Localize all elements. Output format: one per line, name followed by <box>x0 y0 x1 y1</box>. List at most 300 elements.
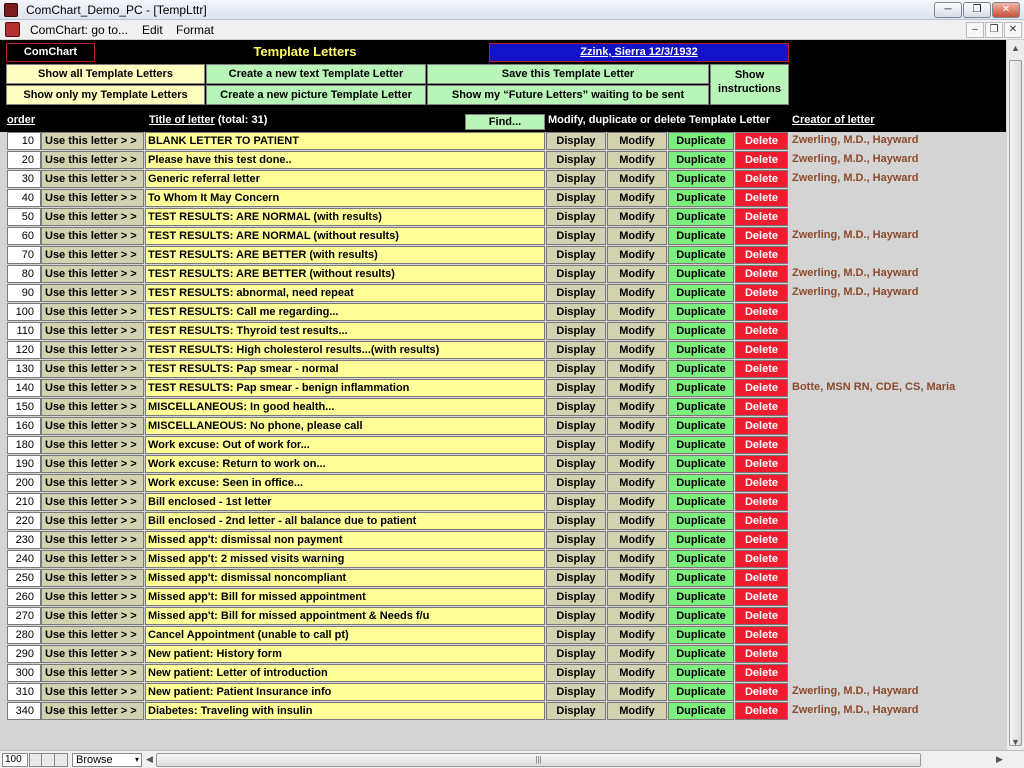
display-button[interactable]: Display <box>546 455 606 473</box>
save-letter-button[interactable]: Save this Template Letter <box>427 64 709 84</box>
duplicate-button[interactable]: Duplicate <box>668 246 734 264</box>
display-button[interactable]: Display <box>546 569 606 587</box>
display-button[interactable]: Display <box>546 607 606 625</box>
duplicate-button[interactable]: Duplicate <box>668 265 734 283</box>
use-letter-button[interactable]: Use this letter > > <box>41 379 144 397</box>
use-letter-button[interactable]: Use this letter > > <box>41 474 144 492</box>
creator-text <box>790 645 1006 663</box>
letter-title-field[interactable]: Bill enclosed - 1st letter <box>145 493 545 511</box>
duplicate-button[interactable]: Duplicate <box>668 417 734 435</box>
order-field[interactable]: 260 <box>7 588 41 606</box>
table-row <box>0 531 1006 550</box>
app-icon[interactable] <box>4 3 18 17</box>
use-letter-button[interactable]: Use this letter > > <box>41 208 144 226</box>
use-letter-button[interactable]: Use this letter > > <box>41 493 144 511</box>
patient-link[interactable]: Zzink, Sierra 12/3/1932 <box>489 43 789 62</box>
duplicate-button[interactable]: Duplicate <box>668 132 734 150</box>
duplicate-button[interactable]: Duplicate <box>668 341 734 359</box>
duplicate-button[interactable]: Duplicate <box>668 493 734 511</box>
duplicate-button[interactable]: Duplicate <box>668 284 734 302</box>
duplicate-button[interactable]: Duplicate <box>668 588 734 606</box>
display-button[interactable]: Display <box>546 360 606 378</box>
order-field[interactable]: 30 <box>7 170 41 188</box>
order-field[interactable]: 40 <box>7 189 41 207</box>
display-button[interactable]: Display <box>546 512 606 530</box>
order-field[interactable]: 70 <box>7 246 41 264</box>
close-button[interactable] <box>992 2 1020 18</box>
modify-button[interactable]: Modify <box>607 550 667 568</box>
form-header <box>0 40 1006 132</box>
modify-button[interactable]: Modify <box>607 341 667 359</box>
modify-button[interactable]: Modify <box>607 151 667 169</box>
creator-text: Zwerling, M.D., Hayward <box>792 134 919 146</box>
order-field[interactable]: 190 <box>7 455 41 473</box>
duplicate-button[interactable]: Duplicate <box>668 607 734 625</box>
delete-button[interactable]: Delete <box>735 360 788 378</box>
vertical-scroll-thumb[interactable] <box>1009 60 1022 746</box>
order-field[interactable]: 270 <box>7 607 41 625</box>
modify-button[interactable]: Modify <box>607 455 667 473</box>
use-letter-button[interactable]: Use this letter > > <box>41 702 144 720</box>
use-letter-button[interactable]: Use this letter > > <box>41 626 144 644</box>
modify-button[interactable]: Modify <box>607 531 667 549</box>
order-field[interactable]: 220 <box>7 512 41 530</box>
creator-text <box>790 550 1006 568</box>
delete-button[interactable]: Delete <box>735 303 788 321</box>
modify-button[interactable]: Modify <box>607 569 667 587</box>
display-button[interactable]: Display <box>546 493 606 511</box>
creator-text <box>790 569 1006 587</box>
duplicate-button[interactable]: Duplicate <box>668 645 734 663</box>
vertical-scrollbar[interactable] <box>1006 40 1024 750</box>
order-field[interactable]: 140 <box>7 379 41 397</box>
display-button[interactable]: Display <box>546 436 606 454</box>
duplicate-button[interactable]: Duplicate <box>668 455 734 473</box>
letter-title-field[interactable]: Cancel Appointment (unable to call pt) <box>145 626 545 644</box>
letter-title-field[interactable]: New patient: History form <box>145 645 545 663</box>
order-field[interactable]: 290 <box>7 645 41 663</box>
menu-bar <box>0 20 1024 40</box>
display-button[interactable]: Display <box>546 227 606 245</box>
use-letter-button[interactable]: Use this letter > > <box>41 322 144 340</box>
creator-text <box>790 303 1006 321</box>
table-row <box>0 417 1006 436</box>
display-button[interactable]: Display <box>546 702 606 720</box>
order-field[interactable]: 250 <box>7 569 41 587</box>
use-letter-button[interactable]: Use this letter > > <box>41 398 144 416</box>
delete-button[interactable]: Delete <box>735 322 788 340</box>
display-button[interactable]: Display <box>546 588 606 606</box>
delete-button[interactable]: Delete <box>735 189 788 207</box>
letter-title-field[interactable]: Missed app't: Bill for missed appointment & Needs f/u <box>145 607 545 625</box>
order-field[interactable]: 120 <box>7 341 41 359</box>
grip-icon: ||| <box>535 755 542 764</box>
use-letter-button[interactable]: Use this letter > > <box>41 664 144 682</box>
letter-title-field[interactable]: Work excuse: Seen in office... <box>145 474 545 492</box>
create-picture-letter-button[interactable]: Create a new picture Template Letter <box>206 85 426 105</box>
use-letter-button[interactable]: Use this letter > > <box>41 683 144 701</box>
delete-button[interactable]: Delete <box>735 607 788 625</box>
scroll-left-icon[interactable]: ◀ <box>146 754 153 764</box>
use-letter-button[interactable]: Use this letter > > <box>41 607 144 625</box>
creator-column-header[interactable]: Creator of letter <box>792 114 875 126</box>
instructions-button[interactable]: Show instructions <box>710 64 789 105</box>
order-field[interactable]: 100 <box>7 303 41 321</box>
display-button[interactable]: Display <box>546 626 606 644</box>
display-button[interactable]: Display <box>546 322 606 340</box>
delete-button[interactable]: Delete <box>735 645 788 663</box>
table-row <box>0 322 1006 341</box>
zoom-level[interactable]: 100 <box>2 753 28 767</box>
order-field[interactable]: 20 <box>7 151 41 169</box>
comchart-button[interactable]: ComChart <box>6 43 95 62</box>
duplicate-button[interactable]: Duplicate <box>668 322 734 340</box>
table-row <box>0 284 1006 303</box>
table-row <box>0 189 1006 208</box>
modify-button[interactable]: Modify <box>607 417 667 435</box>
modify-button[interactable]: Modify <box>607 607 667 625</box>
delete-button[interactable]: Delete <box>735 170 788 188</box>
use-letter-button[interactable]: Use this letter > > <box>41 265 144 283</box>
display-button[interactable]: Display <box>546 664 606 682</box>
modify-button[interactable]: Modify <box>607 265 667 283</box>
order-field[interactable]: 200 <box>7 474 41 492</box>
order-field[interactable]: 130 <box>7 360 41 378</box>
table-row <box>0 398 1006 417</box>
delete-button[interactable]: Delete <box>735 151 788 169</box>
display-button[interactable]: Display <box>546 189 606 207</box>
form-restore-button[interactable] <box>985 22 1003 38</box>
order-field[interactable]: 210 <box>7 493 41 511</box>
delete-button[interactable]: Delete <box>735 417 788 435</box>
order-field[interactable]: 240 <box>7 550 41 568</box>
order-field[interactable]: 80 <box>7 265 41 283</box>
modify-button[interactable]: Modify <box>607 208 667 226</box>
creator-text: Zwerling, M.D., Hayward <box>792 172 919 184</box>
delete-button[interactable]: Delete <box>735 569 788 587</box>
use-letter-button[interactable]: Use this letter > > <box>41 455 144 473</box>
future-letters-button[interactable]: Show my “Future Letters” waiting to be sent <box>427 85 709 105</box>
modify-button[interactable]: Modify <box>607 322 667 340</box>
order-field[interactable]: 160 <box>7 417 41 435</box>
use-letter-button[interactable]: Use this letter > > <box>41 303 144 321</box>
minimize-icon: – <box>972 24 978 35</box>
page-title: Template Letters <box>253 44 357 59</box>
duplicate-button[interactable]: Duplicate <box>668 189 734 207</box>
menu-format[interactable]: Format <box>176 23 215 37</box>
letter-title-field[interactable]: TEST RESULTS: Pap smear - benign inflammation <box>145 379 545 397</box>
menu-goto[interactable]: ComChart: go to... <box>30 23 129 37</box>
form-close-button[interactable] <box>1004 22 1022 38</box>
table-row <box>0 550 1006 569</box>
modify-button[interactable]: Modify <box>607 626 667 644</box>
display-button[interactable]: Display <box>546 265 606 283</box>
display-button[interactable]: Display <box>546 683 606 701</box>
table-row <box>0 474 1006 493</box>
display-button[interactable]: Display <box>546 151 606 169</box>
modify-button[interactable]: Modify <box>607 132 667 150</box>
letter-title-field[interactable]: TEST RESULTS: High cholesterol results...(with results) <box>145 341 545 359</box>
modify-button[interactable]: Modify <box>607 398 667 416</box>
letter-title-field[interactable]: Diabetes: Traveling with insulin <box>145 702 545 720</box>
use-letter-button[interactable]: Use this letter > > <box>41 360 144 378</box>
order-field[interactable]: 90 <box>7 284 41 302</box>
duplicate-button[interactable]: Duplicate <box>668 664 734 682</box>
delete-button[interactable]: Delete <box>735 398 788 416</box>
creator-text: Zwerling, M.D., Hayward <box>792 267 919 279</box>
show-all-button[interactable]: Show all Template Letters <box>6 64 205 84</box>
order-field[interactable]: 60 <box>7 227 41 245</box>
order-field[interactable]: 50 <box>7 208 41 226</box>
creator-text <box>790 474 1006 492</box>
display-button[interactable]: Display <box>546 246 606 264</box>
duplicate-button[interactable]: Duplicate <box>668 436 734 454</box>
delete-button[interactable]: Delete <box>735 436 788 454</box>
display-button[interactable]: Display <box>546 379 606 397</box>
delete-button[interactable]: Delete <box>735 664 788 682</box>
duplicate-button[interactable]: Duplicate <box>668 569 734 587</box>
use-letter-button[interactable]: Use this letter > > <box>41 227 144 245</box>
duplicate-button[interactable]: Duplicate <box>668 227 734 245</box>
delete-button[interactable]: Delete <box>735 379 788 397</box>
letter-title-field[interactable]: To Whom It May Concern <box>145 189 545 207</box>
create-text-letter-button[interactable]: Create a new text Template Letter <box>206 64 426 84</box>
table-row <box>0 455 1006 474</box>
order-field[interactable]: 150 <box>7 398 41 416</box>
design-view-button[interactable] <box>41 753 55 767</box>
modify-button[interactable]: Modify <box>607 284 667 302</box>
form-view-button[interactable] <box>54 753 68 767</box>
table-row <box>0 683 1006 702</box>
order-field[interactable]: 230 <box>7 531 41 549</box>
display-button[interactable]: Display <box>546 170 606 188</box>
table-row <box>0 303 1006 322</box>
letter-title-field[interactable]: TEST RESULTS: ARE BETTER (with results) <box>145 246 545 264</box>
modify-button[interactable]: Modify <box>607 436 667 454</box>
display-button[interactable]: Display <box>546 474 606 492</box>
use-letter-button[interactable]: Use this letter > > <box>41 151 144 169</box>
display-button[interactable]: Display <box>546 341 606 359</box>
delete-button[interactable]: Delete <box>735 246 788 264</box>
use-letter-button[interactable]: Use this letter > > <box>41 170 144 188</box>
letter-title-field[interactable]: MISCELLANEOUS: In good health... <box>145 398 545 416</box>
horizontal-scrollbar[interactable] <box>146 753 1008 767</box>
delete-button[interactable]: Delete <box>735 531 788 549</box>
delete-button[interactable]: Delete <box>735 702 788 720</box>
letter-title-field[interactable]: TEST RESULTS: Call me regarding... <box>145 303 545 321</box>
delete-button[interactable]: Delete <box>735 208 788 226</box>
modify-button[interactable]: Modify <box>607 189 667 207</box>
letter-title-field[interactable]: MISCELLANEOUS: No phone, please call <box>145 417 545 435</box>
modify-button[interactable]: Modify <box>607 493 667 511</box>
delete-button[interactable]: Delete <box>735 132 788 150</box>
delete-button[interactable]: Delete <box>735 455 788 473</box>
use-letter-button[interactable]: Use this letter > > <box>41 645 144 663</box>
display-button[interactable]: Display <box>546 398 606 416</box>
title-column-label[interactable]: Title of letter <box>149 114 215 126</box>
letter-title-field[interactable]: New patient: Letter of introduction <box>145 664 545 682</box>
creator-text: Botte, MSN RN, CDE, CS, Maria <box>792 381 956 393</box>
creator-text <box>790 341 1006 359</box>
delete-button[interactable]: Delete <box>735 626 788 644</box>
creator-text <box>790 398 1006 416</box>
creator-text: Zwerling, M.D., Hayward <box>792 153 919 165</box>
order-field[interactable]: 180 <box>7 436 41 454</box>
duplicate-button[interactable]: Duplicate <box>668 303 734 321</box>
duplicate-button[interactable]: Duplicate <box>668 626 734 644</box>
modify-button[interactable]: Modify <box>607 645 667 663</box>
modify-button[interactable]: Modify <box>607 664 667 682</box>
letter-title-field[interactable]: TEST RESULTS: ARE NORMAL (with results) <box>145 208 545 226</box>
duplicate-button[interactable]: Duplicate <box>668 360 734 378</box>
delete-button[interactable]: Delete <box>735 474 788 492</box>
use-letter-button[interactable]: Use this letter > > <box>41 512 144 530</box>
letter-title-field[interactable]: Missed app't: dismissal noncompliant <box>145 569 545 587</box>
creator-text <box>790 246 1006 264</box>
order-field[interactable]: 280 <box>7 626 41 644</box>
use-letter-button[interactable]: Use this letter > > <box>41 341 144 359</box>
table-row <box>0 379 1006 398</box>
modify-button[interactable]: Modify <box>607 360 667 378</box>
letter-title-field[interactable]: Generic referral letter <box>145 170 545 188</box>
delete-button[interactable]: Delete <box>735 550 788 568</box>
creator-text <box>790 417 1006 435</box>
duplicate-button[interactable]: Duplicate <box>668 170 734 188</box>
modify-button[interactable]: Modify <box>607 170 667 188</box>
duplicate-button[interactable]: Duplicate <box>668 379 734 397</box>
order-field[interactable]: 340 <box>7 702 41 720</box>
view-mode-select[interactable] <box>72 753 142 767</box>
order-field[interactable]: 300 <box>7 664 41 682</box>
status-bar <box>0 750 1024 768</box>
use-letter-button[interactable]: Use this letter > > <box>41 550 144 568</box>
use-letter-button[interactable]: Use this letter > > <box>41 531 144 549</box>
order-field[interactable]: 10 <box>7 132 41 150</box>
actions-column-header: Modify, duplicate or delete Template Letter <box>548 114 771 126</box>
letter-title-field[interactable]: Bill enclosed - 2nd letter - all balance due to patient <box>145 512 545 530</box>
letter-title-field[interactable]: New patient: Patient Insurance info <box>145 683 545 701</box>
template-letters-form <box>0 40 1006 750</box>
scroll-up-icon[interactable]: ▲ <box>1011 43 1020 53</box>
letter-title-field[interactable]: Please have this test done.. <box>145 151 545 169</box>
duplicate-button[interactable]: Duplicate <box>668 398 734 416</box>
display-button[interactable]: Display <box>546 208 606 226</box>
restore-icon: ❐ <box>989 24 999 35</box>
delete-button[interactable]: Delete <box>735 227 788 245</box>
window-titlebar <box>0 0 1024 20</box>
table-row <box>0 170 1006 189</box>
restore-button[interactable] <box>963 2 991 18</box>
display-button[interactable]: Display <box>546 417 606 435</box>
form-icon[interactable] <box>5 22 20 37</box>
letter-title-field[interactable]: Work excuse: Return to work on... <box>145 455 545 473</box>
window-title: ComChart_Demo_PC - [TempLttr] <box>26 3 207 17</box>
display-button[interactable]: Display <box>546 132 606 150</box>
table-row <box>0 588 1006 607</box>
letter-title-field[interactable]: TEST RESULTS: ARE BETTER (without results) <box>145 265 545 283</box>
creator-text: Zwerling, M.D., Hayward <box>792 704 919 716</box>
use-letter-button[interactable]: Use this letter > > <box>41 189 144 207</box>
order-column-header[interactable]: order <box>7 114 36 126</box>
use-letter-button[interactable]: Use this letter > > <box>41 284 144 302</box>
use-letter-button[interactable]: Use this letter > > <box>41 246 144 264</box>
modify-button[interactable]: Modify <box>607 588 667 606</box>
use-letter-button[interactable]: Use this letter > > <box>41 588 144 606</box>
use-letter-button[interactable]: Use this letter > > <box>41 417 144 435</box>
table-row <box>0 493 1006 512</box>
duplicate-button[interactable]: Duplicate <box>668 474 734 492</box>
modify-button[interactable]: Modify <box>607 227 667 245</box>
delete-button[interactable]: Delete <box>735 588 788 606</box>
letter-title-field[interactable]: Missed app't: Bill for missed appointment <box>145 588 545 606</box>
find-button[interactable]: Find... <box>465 114 545 130</box>
delete-button[interactable]: Delete <box>735 683 788 701</box>
duplicate-button[interactable]: Duplicate <box>668 151 734 169</box>
modify-button[interactable]: Modify <box>607 683 667 701</box>
scroll-down-icon[interactable]: ▼ <box>1011 737 1020 747</box>
display-button[interactable]: Display <box>546 303 606 321</box>
use-letter-button[interactable]: Use this letter > > <box>41 569 144 587</box>
modify-button[interactable]: Modify <box>607 379 667 397</box>
letter-title-field[interactable]: Missed app't: 2 missed visits warning <box>145 550 545 568</box>
delete-button[interactable]: Delete <box>735 512 788 530</box>
display-button[interactable]: Display <box>546 531 606 549</box>
table-row <box>0 607 1006 626</box>
letter-title-field[interactable]: Missed app't: dismissal non payment <box>145 531 545 549</box>
form-minimize-button[interactable] <box>966 22 984 38</box>
letter-title-field[interactable]: TEST RESULTS: ARE NORMAL (without results) <box>145 227 545 245</box>
menu-edit[interactable]: Edit <box>142 23 163 37</box>
delete-button[interactable]: Delete <box>735 493 788 511</box>
letter-title-field[interactable]: TEST RESULTS: abnormal, need repeat <box>145 284 545 302</box>
delete-button[interactable]: Delete <box>735 284 788 302</box>
letter-title-field[interactable]: BLANK LETTER TO PATIENT <box>145 132 545 150</box>
duplicate-button[interactable]: Duplicate <box>668 550 734 568</box>
use-letter-button[interactable]: Use this letter > > <box>41 132 144 150</box>
display-button[interactable]: Display <box>546 645 606 663</box>
display-button[interactable]: Display <box>546 550 606 568</box>
duplicate-button[interactable]: Duplicate <box>668 683 734 701</box>
modify-button[interactable]: Modify <box>607 512 667 530</box>
creator-text <box>790 588 1006 606</box>
delete-button[interactable]: Delete <box>735 265 788 283</box>
display-button[interactable]: Display <box>546 284 606 302</box>
modify-button[interactable]: Modify <box>607 246 667 264</box>
use-letter-button[interactable]: Use this letter > > <box>41 436 144 454</box>
creator-text <box>790 189 1006 207</box>
letter-title-field[interactable]: Work excuse: Out of work for... <box>145 436 545 454</box>
scroll-right-icon[interactable]: ▶ <box>996 754 1003 764</box>
minimize-button[interactable] <box>934 2 962 18</box>
creator-text <box>790 626 1006 644</box>
letter-title-field[interactable]: TEST RESULTS: Pap smear - normal <box>145 360 545 378</box>
table-row <box>0 341 1006 360</box>
horizontal-scroll-thumb[interactable] <box>156 753 921 767</box>
modify-button[interactable]: Modify <box>607 303 667 321</box>
letter-title-field[interactable]: TEST RESULTS: Thyroid test results... <box>145 322 545 340</box>
modify-button[interactable]: Modify <box>607 474 667 492</box>
order-field[interactable]: 110 <box>7 322 41 340</box>
show-mine-button[interactable]: Show only my Template Letters <box>6 85 205 105</box>
modify-button[interactable]: Modify <box>607 702 667 720</box>
duplicate-button[interactable]: Duplicate <box>668 512 734 530</box>
restore-icon: ❐ <box>972 4 982 15</box>
order-field[interactable]: 310 <box>7 683 41 701</box>
duplicate-button[interactable]: Duplicate <box>668 208 734 226</box>
duplicate-button[interactable]: Duplicate <box>668 531 734 549</box>
duplicate-button[interactable]: Duplicate <box>668 702 734 720</box>
delete-button[interactable]: Delete <box>735 341 788 359</box>
